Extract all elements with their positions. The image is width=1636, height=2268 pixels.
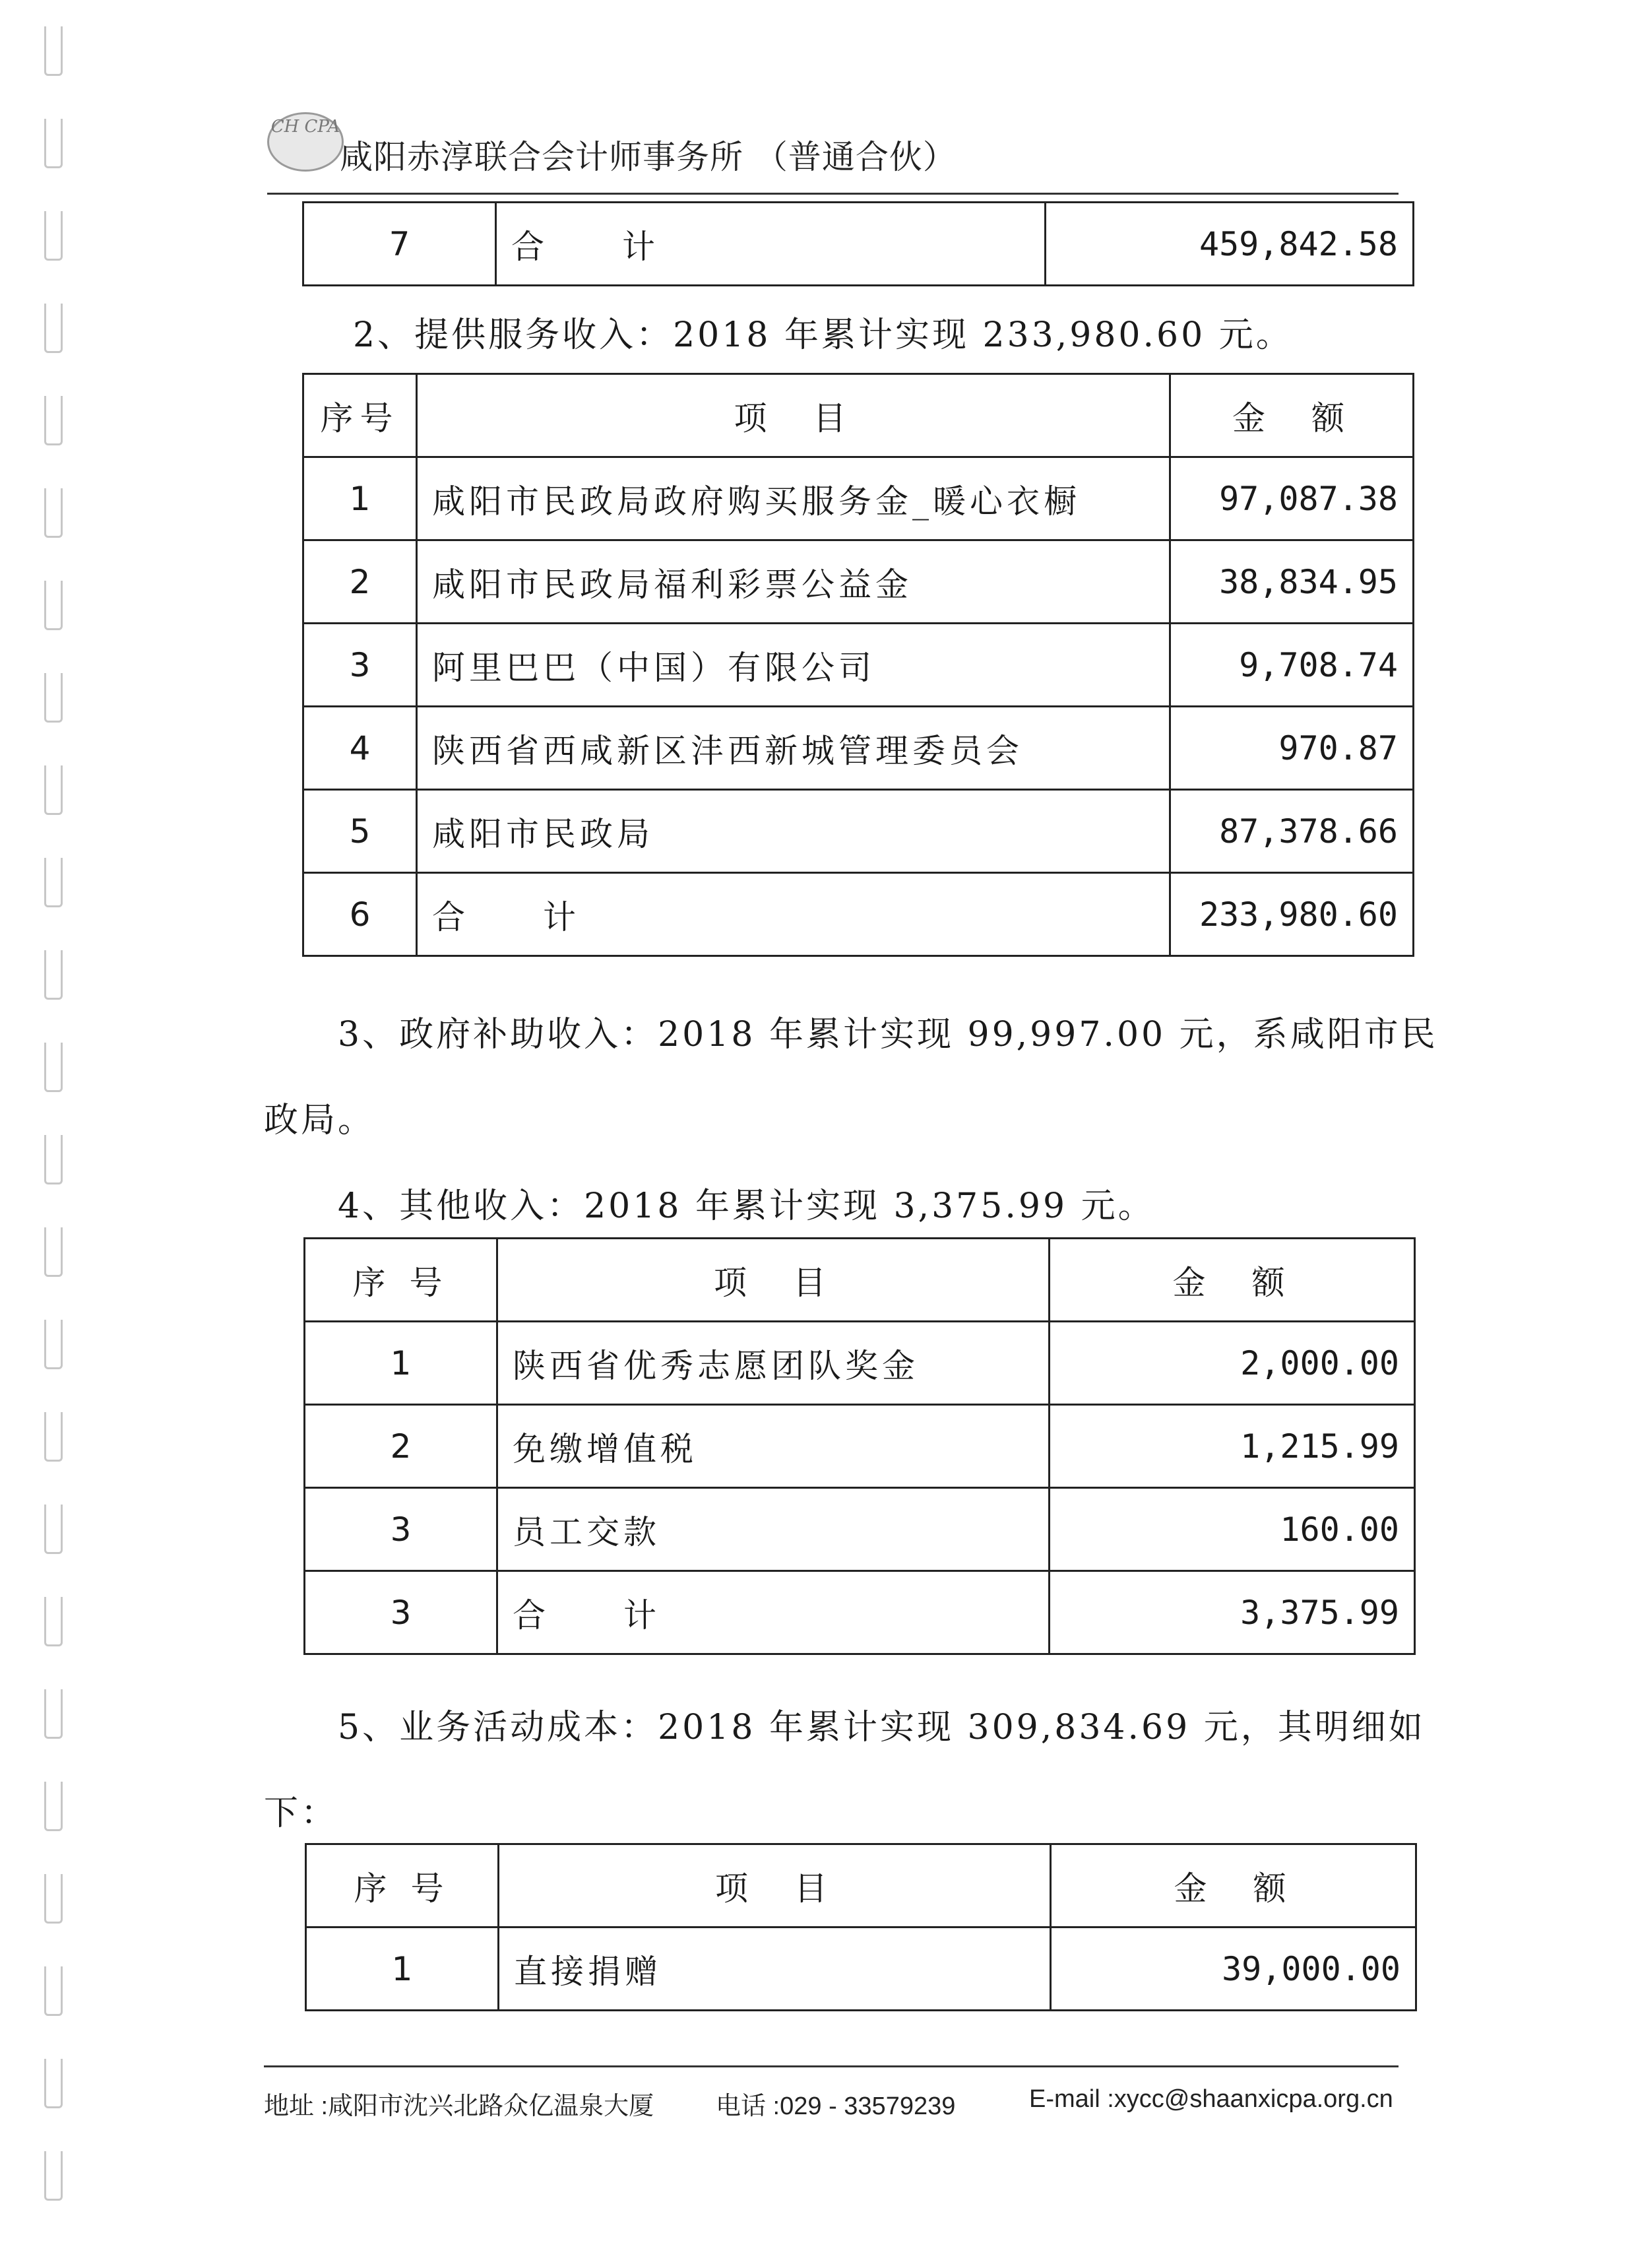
table-other-income — [303, 1237, 1416, 1655]
binding-holes — [36, 0, 69, 2268]
row-amount: 39,000.00 — [1051, 1928, 1416, 2011]
table-row — [305, 1488, 1415, 1571]
row-item: 直接捐赠 — [499, 1928, 1051, 2011]
row-number: 4 — [303, 707, 417, 790]
row-amount: 97,087.38 — [1170, 457, 1414, 540]
table-row — [306, 1928, 1416, 2011]
row-number: 3 — [305, 1488, 497, 1571]
row-item: 陕西省西咸新区沣西新城管理委员会 — [417, 707, 1170, 790]
firm-name: 咸阳赤淳联合会计师事务所 （普通合伙） — [340, 138, 957, 176]
row-number: 1 — [306, 1928, 499, 2011]
table-row — [303, 707, 1414, 790]
table-business-cost — [305, 1843, 1417, 2011]
table-previous-total — [302, 201, 1414, 286]
table-service-income — [302, 373, 1414, 957]
footer-phone: 电话 :029 - 33579239 — [716, 2092, 956, 2120]
para-government-subsidy-line1: 3、政府补助收入：2018 年累计实现 99,997.00 元，系咸阳市民 — [338, 1015, 1438, 1054]
firm-logo — [267, 112, 344, 172]
row-amount: 38,834.95 — [1170, 540, 1414, 624]
row-number: 7 — [303, 203, 496, 286]
footer-email: E-mail :xycc@shaanxicpa.org.cn — [1029, 2085, 1393, 2113]
letterhead — [267, 112, 1399, 198]
row-item: 咸阳市民政局政府购买服务金_暖心衣橱 — [417, 457, 1170, 540]
footer-address: 地址 :咸阳市沈兴北路众亿温泉大厦 — [264, 2092, 654, 2120]
row-amount: 970.87 — [1170, 707, 1414, 790]
table-row — [305, 1571, 1415, 1654]
table-row — [303, 203, 1414, 286]
header-amount: 金 额 — [1170, 374, 1414, 457]
header-item: 项 目 — [499, 1844, 1051, 1928]
header-amount: 金 额 — [1050, 1239, 1415, 1322]
logo-text: CH CPA — [270, 117, 340, 137]
header-no: 序 号 — [305, 1239, 497, 1322]
row-item: 合 计 — [497, 1571, 1050, 1654]
header-divider — [267, 193, 1399, 195]
row-amount: 1,215.99 — [1050, 1405, 1415, 1488]
header-no: 序 号 — [306, 1844, 499, 1928]
row-number: 6 — [303, 873, 417, 956]
row-item: 阿里巴巴（中国）有限公司 — [417, 624, 1170, 707]
para-other-income: 4、其他收入：2018 年累计实现 3,375.99 元。 — [338, 1186, 1155, 1226]
row-number: 2 — [303, 540, 417, 624]
table-header-row — [306, 1844, 1416, 1928]
header-item: 项 目 — [497, 1239, 1050, 1322]
row-item: 咸阳市民政局福利彩票公益金 — [417, 540, 1170, 624]
header-item: 项 目 — [417, 374, 1170, 457]
row-item: 咸阳市民政局 — [417, 790, 1170, 873]
header-amount: 金 额 — [1051, 1844, 1416, 1928]
row-amount: 2,000.00 — [1050, 1322, 1415, 1405]
table-row — [303, 873, 1414, 956]
row-amount: 160.00 — [1050, 1488, 1415, 1571]
table-row — [305, 1322, 1415, 1405]
table-row — [305, 1405, 1415, 1488]
table-row — [303, 540, 1414, 624]
row-item: 免缴增值税 — [497, 1405, 1050, 1488]
row-item: 合 计 — [496, 203, 1046, 286]
row-amount: 87,378.66 — [1170, 790, 1414, 873]
table-row — [303, 790, 1414, 873]
row-amount: 459,842.58 — [1046, 203, 1414, 286]
para-government-subsidy-line2: 政局。 — [264, 1101, 375, 1140]
row-number: 1 — [303, 457, 417, 540]
row-amount: 3,375.99 — [1050, 1571, 1415, 1654]
row-item: 合 计 — [417, 873, 1170, 956]
table-row — [303, 624, 1414, 707]
row-number: 3 — [305, 1571, 497, 1654]
row-amount: 233,980.60 — [1170, 873, 1414, 956]
row-item: 员工交款 — [497, 1488, 1050, 1571]
table-row — [303, 457, 1414, 540]
footer-divider — [264, 2065, 1399, 2067]
row-item: 陕西省优秀志愿团队奖金 — [497, 1322, 1050, 1405]
header-no: 序号 — [303, 374, 417, 457]
row-number: 5 — [303, 790, 417, 873]
para-business-cost-line2: 下： — [264, 1794, 338, 1833]
table-header-row — [305, 1239, 1415, 1322]
para-business-cost-line1: 5、业务活动成本：2018 年累计实现 309,834.69 元，其明细如 — [338, 1708, 1426, 1747]
para-service-income: 2、提供服务收入：2018 年累计实现 233,980.60 元。 — [353, 315, 1293, 355]
table-header-row — [303, 374, 1414, 457]
row-number: 2 — [305, 1405, 497, 1488]
row-number: 1 — [305, 1322, 497, 1405]
row-number: 3 — [303, 624, 417, 707]
row-amount: 9,708.74 — [1170, 624, 1414, 707]
